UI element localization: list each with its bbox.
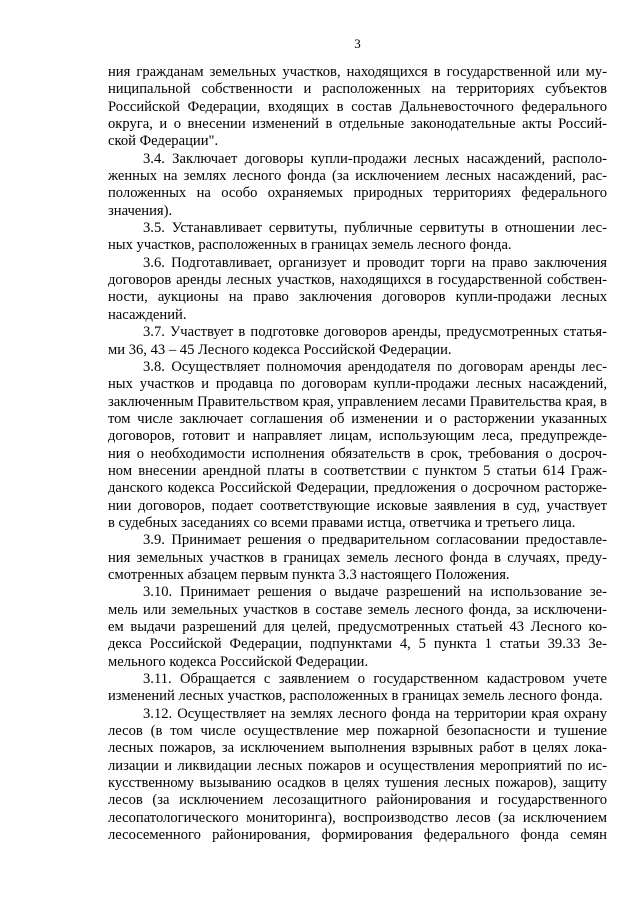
text-line: смотренных абзацем первым пункта 3.3 настоящего Положения.: [108, 566, 510, 583]
text-line: насаждений.: [108, 306, 187, 323]
text-line: нии договоров, подает соответствующие исковые заявления в суд, участвует: [108, 497, 607, 514]
text-line: заключенным Правительством края, управлением лесами Правительства края, в: [108, 393, 607, 410]
text-line: ных участков, расположенных в границах земель лесного фонда.: [108, 237, 512, 254]
text-line: ном внесении арендной платы в соответствии с пунктом 5 статьи 614 Граж-: [108, 462, 607, 479]
paragraph-first-line: 3.9. Принимает решения о предварительном согласовании предоставле-: [143, 532, 607, 549]
text-line: ниципальной собственности и расположенных на территориях субъектов: [108, 81, 607, 98]
text-line: мель или земельных участков в составе земель лесного фонда, за исключени-: [108, 601, 607, 618]
text-line: положенных на особо охраняемых природных территориях федерального: [108, 185, 607, 202]
text-line: ных участков и продавца по договорам купли-продажи лесных насаждений,: [108, 376, 607, 393]
text-line: ности, аукционы на право заключения договоров купли-продажи лесных: [108, 289, 607, 306]
text-line: в судебных заседаниях со всеми правами истца, ответчика и третьего лица.: [108, 514, 576, 531]
text-line: лизации и ликвидации лесных пожаров и осуществления мероприятий по ис-: [108, 757, 607, 774]
text-line: данского кодекса Российской Федерации, предложения о досрочном расторже-: [108, 480, 607, 497]
text-line: ния о необходимости исполнения обязательств в срок, требования о досроч-: [108, 445, 607, 462]
text-line: значения).: [108, 202, 173, 219]
page-number: 3: [354, 36, 361, 51]
text-line: мельного кодекса Российской Федерации.: [108, 653, 369, 670]
text-line: лесов (за исключением лесозащитного районирования и государственного: [108, 792, 607, 809]
text-line: изменений лесных участков, расположенных в границах земель лесного фонда.: [108, 688, 603, 705]
paragraph-first-line: 3.12. Осуществляет на землях лесного фонда на территории края охрану: [143, 705, 607, 722]
text-line: декса Российской Федерации, подпунктами 4, 5 пункта 1 статьи 39.33 Зе-: [108, 636, 607, 653]
text-line: договоров аренды лесных участков, находящихся в государственной собствен-: [108, 272, 607, 289]
text-line: ния гражданам земельных участков, находящихся в государственной или му-: [108, 64, 607, 80]
text-line: кусственному вызыванию осадков в целях тушения лесных пожаров), защиту: [108, 775, 607, 792]
text-line: ми 36, 43 – 45 Лесного кодекса Российской Федерации.: [108, 341, 452, 358]
text-line: лесов (в том числе осуществление мер пожарной безопасности и тушение: [108, 723, 607, 740]
paragraph-first-line: 3.6. Подготавливает, организует и проводит торги на право заключения: [143, 254, 607, 271]
text-line: лесосеменного районирования, формирования федерального фонда семян: [108, 827, 607, 844]
text-line: ской Федерации".: [108, 133, 219, 150]
paragraph-first-line: 3.5. Устанавливает сервитуты, публичные сервитуты в отношении лес-: [143, 220, 607, 237]
paragraph-first-line: 3.4. Заключает договоры купли-продажи лесных насаждений, располо-: [143, 150, 607, 167]
text-line: Российской Федерации, входящих в состав Дальневосточного федерального: [108, 98, 607, 115]
text-line: женных на землях лесного фонда (за исключением лесных насаждений, рас-: [108, 168, 607, 185]
paragraph-first-line: 3.10. Принимает решения о выдаче разрешений на использование зе-: [143, 584, 607, 601]
text-line: ния земельных участков в границах земель лесного фонда в случаях, преду-: [108, 549, 607, 566]
text-line: ем выдачи разрешений для целей, предусмотренных статьей 43 Лесного ко-: [108, 619, 607, 635]
paragraph-first-line: 3.11. Обращается с заявлением о государственном кадастровом учете: [143, 671, 607, 688]
text-line: том числе заключает соглашения об изменении и о расторжении указанных: [108, 410, 607, 427]
document-body: [108, 64, 607, 844]
paragraph-first-line: 3.8. Осуществляет полномочия арендодателя по договорам аренды лес-: [143, 358, 607, 375]
text-line: округа, и о внесении изменений в отдельные законодательные акты Россий-: [108, 116, 607, 133]
text-line: лесных пожаров, за исключением выполнения взрывных работ в целях лока-: [108, 740, 607, 757]
text-line: лесопатологического мониторинга), воспроизводство лесов (за исключением: [108, 809, 607, 826]
paragraph-first-line: 3.7. Участвует в подготовке договоров аренды, предусмотренных статья-: [143, 324, 607, 341]
text-line: договоров, готовит и направляет лицам, использующим леса, предупрежде-: [108, 428, 607, 445]
